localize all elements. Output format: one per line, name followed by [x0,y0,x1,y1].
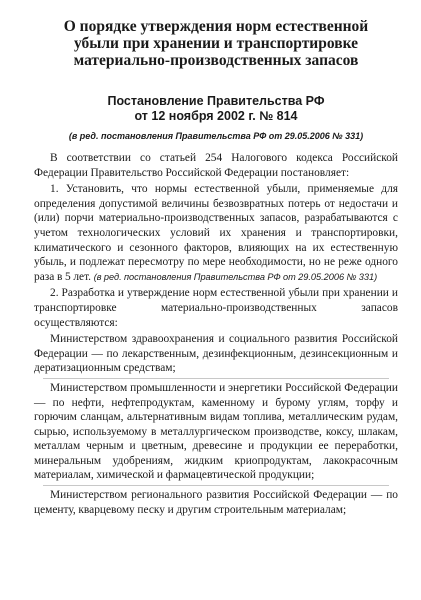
separator-line [43,378,389,379]
paragraph-ministry-health [34,332,398,376]
separator-line [43,485,389,486]
paragraph-edition-note: (в ред. постановления Правительства РФ от 29.05.2006 № 331) [93,271,378,282]
paragraph-item-1 [34,182,398,284]
decree-heading [34,94,398,124]
paragraph-text: В соответствии со статьей 254 Налогового кодекса Российской Федерации Правительство Российской Федерации постановляет: [34,152,398,179]
paragraph-ministry-industry [34,381,398,483]
paragraph-preamble [34,151,398,180]
paragraph-text: Министерством регионального развития Российской Федерации — по цементу, кварцевому песку и другим строительным материалам; [34,489,398,516]
paragraph-text: 2. Разработка и утверждение норм естественной убыли при хранении и транспортировке материально-производственных запасов осуществляются: [34,287,398,329]
paragraph-text: Министерством здравоохранения и социального развития Российской Федерации — по лекарственным, дезинфекционным, дезинсекционным и дератизационным средствам; [34,333,398,375]
paragraph-text: Министерством промышленности и энергетики Российской Федерации — по нефти, нефтепродуктам, каменному и бурому углям, торфу и горючим сланцам, альтернативным видам топлива, металлическим рудам, сырью, используемому в металлургическом производстве, коксу, шлакам, металлам черным и цветным, древесине и продукции ее переработки, минеральным удобрениям, жидким криопродуктам, лакокрасочным материалам, химической и фармацевтической продукции; [34,381,398,482]
paragraph-ministry-regional [34,488,398,517]
document-page [34,18,398,519]
edition-note: (в ред. постановления Правительства РФ от 29.05.2006 № 331) [68,131,364,141]
paragraph-item-2 [34,286,398,330]
paragraph-text: 1. Установить, что нормы естественной убыли, применяемые для определения допустимой величины безвозвратных потерь от недостачи и (или) порчи материально-производственных запасов, разрабатываются с учетом технологических условий их хранения и транспортировки, климатического и сезонного факторов, влияющих на их естественную убыль, и подлежат пересмотру по мере необходимости, но не реже одного раза в 5 лет. [34,183,398,283]
document-body [34,151,398,517]
decree-date-number: от 12 ноября 2002 г. № 814 [134,109,298,123]
document-title: О порядке утверждения норм естественной убыли при хранении и транспортировке материально-производственных запасов [63,18,369,69]
decree-title: Постановление Правительства РФ [107,94,325,108]
